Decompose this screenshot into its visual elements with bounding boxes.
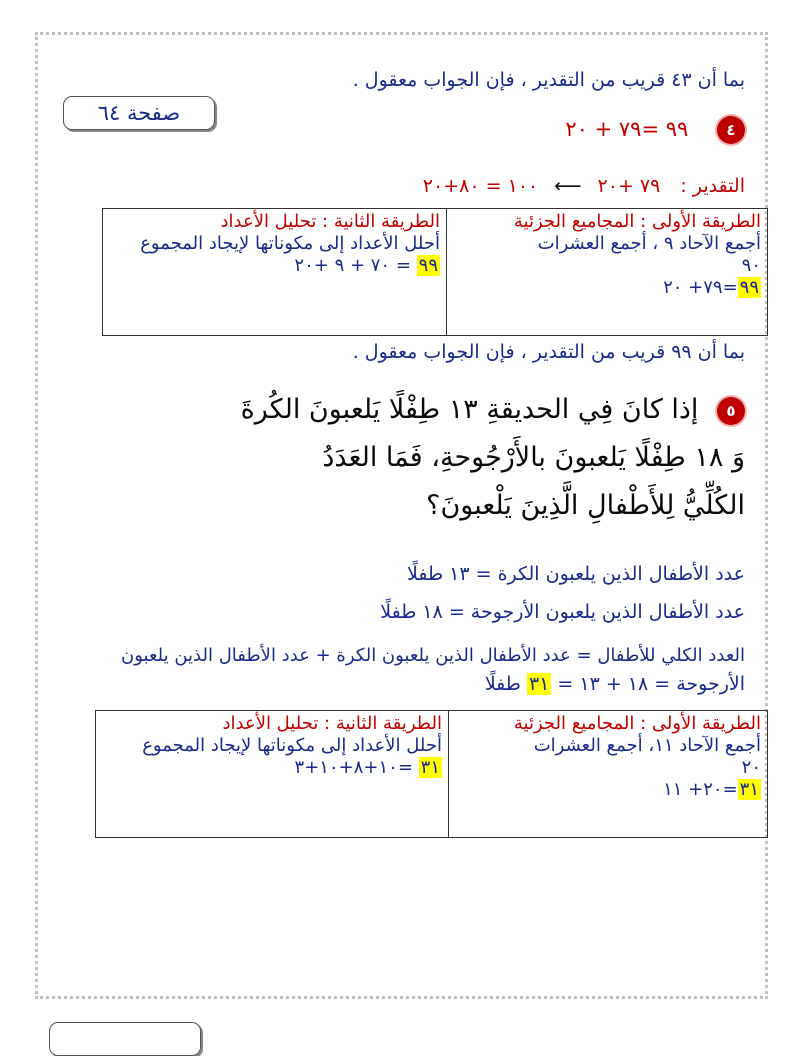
method-2-result (109, 255, 440, 277)
question-5-line-1 (241, 386, 745, 434)
method-1-tens: ٢٠ (741, 757, 761, 778)
answer-line-3: العدد الكلي للأطفال = عدد الأطفال الذين يلعبون الكرة + عدد الأطفال الذين يلعبون (121, 645, 745, 666)
method-1-title: الطريقة الأولى : المجاميع الجزئية (513, 211, 761, 232)
method-1-cell (449, 711, 768, 838)
answer-unit: طفلًا (484, 673, 521, 695)
methods-table-q4 (102, 208, 768, 336)
method-2-cell (96, 711, 449, 838)
answer-highlight: ٩٩ (739, 277, 759, 298)
question-5 (241, 386, 745, 530)
estimate-line (423, 174, 745, 198)
q4-conclusion: بما أن ٩٩ قريب من التقدير ، فإن الجواب معقول . (352, 341, 745, 363)
method-1-step: أجمع الآحاد ١١، أجمع العشرات (533, 735, 761, 756)
method-2-cell (103, 209, 447, 336)
question-number-badge: ٥ (717, 397, 745, 425)
answer-line-1: عدد الأطفال الذين يلعبون الكرة = ١٣ طفلًا (407, 563, 745, 585)
question-5-line-2: وَ ١٨ طِفْلًا يَلعبونَ بالأَرْجُوحةِ، فَمَا العَدَدُ (322, 442, 745, 473)
estimate-right: ١٠٠ = ٨٠+٢٠ (422, 175, 539, 197)
method-1-result (453, 277, 761, 299)
method-2-expression: =١٠+٨+١٠+٣ (294, 757, 413, 778)
estimate-left: ٧٩ +٢٠ (597, 175, 661, 197)
method-2-result (102, 757, 442, 779)
answer-highlight: ٣١ (739, 779, 759, 800)
method-2-title: الطريقة الثانية : تحليل الأعداد (222, 713, 442, 734)
question-5-line-3: الكُلِّيُّ لِلأَطْفالِ الَّذِينَ يَلْعبونَ؟ (426, 490, 745, 521)
question-4-equation: ٩٩ =٧٩ + ٢٠ (565, 117, 689, 141)
method-1-expression: =٢٠+ ١١ (663, 779, 738, 800)
arrow-left-icon: ⟵ (554, 175, 582, 197)
next-page-badge (49, 1022, 201, 1056)
method-1-result (455, 779, 761, 801)
line-top: بما أن ٤٣ قريب من التقدير ، فإن الجواب معقول . (352, 69, 745, 91)
method-1-expression: =٧٩+ ٢٠ (663, 277, 738, 298)
method-2-step: أحلل الأعداد إلى مكوناتها لإيجاد المجموع (140, 233, 440, 254)
question-number-badge: ٤ (717, 116, 745, 144)
method-2-title: الطريقة الثانية : تحليل الأعداد (220, 211, 440, 232)
method-2-step: أحلل الأعداد إلى مكوناتها لإيجاد المجموع (142, 735, 442, 756)
answer-line-4 (485, 672, 745, 696)
answer-line-2: عدد الأطفال الذين يلعبون الأرجوحة = ١٨ طفلًا (380, 601, 745, 623)
answer-highlight: ٩٩ (418, 255, 438, 276)
question-4 (565, 114, 745, 144)
question-5-text-1: إذا كانَ فِي الحديقةِ ١٣ طِفْلًا يَلعبونَ الكُرةَ (240, 394, 699, 425)
method-1-step: أجمع الآحاد ٩ ، أجمع العشرات (537, 233, 761, 254)
answer-highlight: ٣١ (528, 673, 550, 695)
methods-table-q5 (95, 710, 768, 838)
method-1-cell (447, 209, 768, 336)
method-1-title: الطريقة الأولى : المجاميع الجزئية (513, 713, 761, 734)
estimate-label: التقدير : (680, 175, 745, 197)
answer-expression: الأرجوحة = ١٨ + ١٣ = (557, 673, 745, 695)
method-2-expression: = ٧٠ + ٩ +٢٠ (294, 255, 411, 276)
method-1-tens: ٩٠ (741, 255, 761, 276)
answer-highlight: ٣١ (420, 757, 440, 778)
page-number-badge: صفحة ٦٤ (63, 96, 215, 130)
